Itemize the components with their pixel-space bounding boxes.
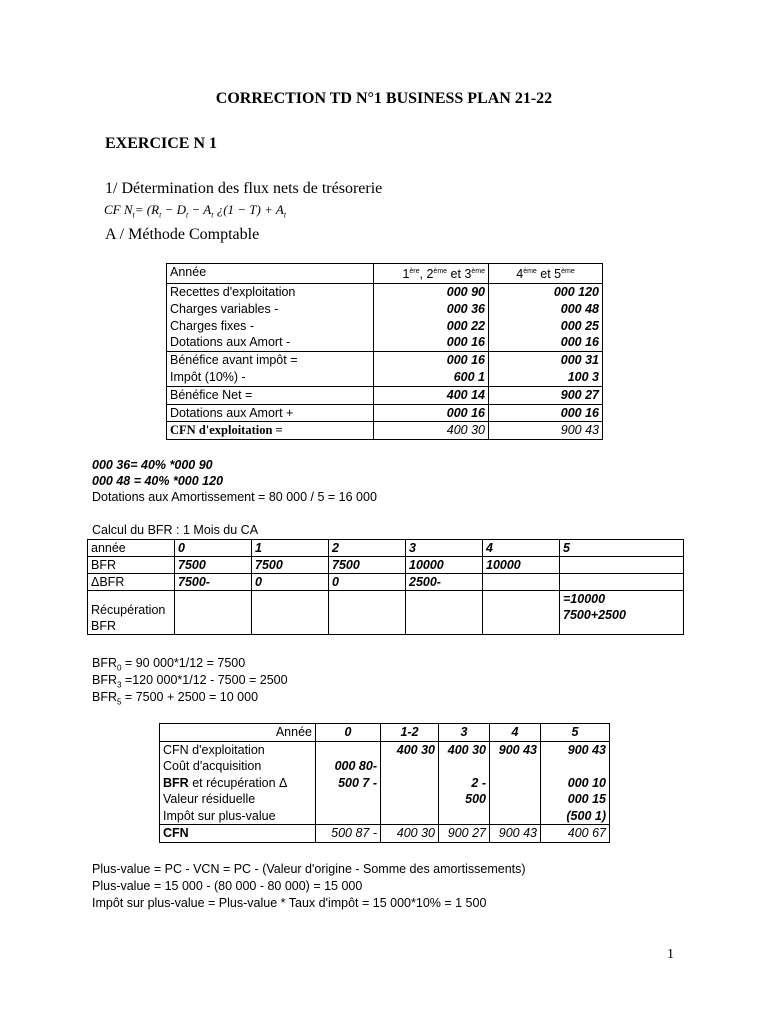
accounting-table [166, 263, 603, 440]
row-label: Récupération BFR [88, 591, 175, 635]
value-cell: 7500- [175, 574, 252, 591]
value-cell: 500 87 - [316, 825, 381, 843]
row-label: ΔBFR [88, 574, 175, 591]
bfr-table [87, 539, 684, 635]
table-row [88, 591, 684, 635]
value-cell: 0 [329, 574, 406, 591]
header-cell: 5 [560, 540, 684, 557]
header-cell: 4 [490, 724, 541, 742]
value-cell [406, 591, 483, 635]
table-header-row [167, 264, 603, 284]
table-header-row [88, 540, 684, 557]
exercise-heading: EXERCICE N 1 [105, 135, 218, 152]
value-cell: 7500 [329, 557, 406, 574]
value-cell [560, 574, 684, 591]
value-cell: 7500 [252, 557, 329, 574]
value-cell [483, 591, 560, 635]
section-heading: 1/ Détermination des flux nets de trésorerie [105, 180, 383, 197]
row-label: Bénéfice Net = [167, 386, 374, 404]
value-cell: 900 27 [439, 825, 490, 843]
value-cell: =10000 7500+2500 [560, 591, 684, 635]
values-col-1: 000 90 000 36 000 22 000 16 [374, 283, 489, 351]
table-row [88, 574, 684, 591]
value-cell: 400 14 [374, 386, 489, 404]
value-cell: 400 30 [381, 825, 439, 843]
table-row [167, 283, 603, 351]
row-labels: Bénéfice avant impôt = Impôt (10%) - [167, 352, 374, 387]
table-row [160, 741, 610, 825]
values-year-1-2: 400 30 [381, 741, 439, 825]
value-cell: 400 67 [541, 825, 610, 843]
header-cell: 1-2 [381, 724, 439, 742]
row-label: Dotations aux Amort + [167, 404, 374, 422]
values-col-2: 000 31 100 3 [489, 352, 603, 387]
bfr-calc: $BFR_5 = 7500 + 2500 = 10$ 000 [92, 690, 259, 707]
value-cell: 900 43 [489, 422, 603, 440]
plus-value-line: Plus-value = PC - VCN = PC - (Valeur d'origine - Somme des amortissements) [92, 862, 526, 876]
header-cell: Année [160, 724, 316, 742]
value-cell: 000 16 [489, 404, 603, 422]
table-row [88, 557, 684, 574]
value-cell [560, 557, 684, 574]
value-cell: 000 16 [374, 404, 489, 422]
header-cell: Année [167, 264, 374, 284]
row-label: CFN [160, 825, 316, 843]
table-row-total [167, 422, 603, 440]
header-cell: 2 [329, 540, 406, 557]
table-header-row [160, 724, 610, 742]
page-title: CORRECTION TD N°1 BUSINESS PLAN 21-22 [215, 90, 553, 107]
note-line: 000 36= 40% *000 90 [92, 458, 213, 472]
plus-value-line: Plus-value = 15 000 - (80 000 - 80 000) = 15 000 [92, 879, 363, 893]
values-year-5: 900 43 000 10 000 15 (500 1) [541, 741, 610, 825]
value-cell: 900 27 [489, 386, 603, 404]
value-cell [175, 591, 252, 635]
dotations-calc: Dotations aux Amortissement = 80 000 / 5 = 16 000 [92, 490, 377, 504]
note-line: 000 48 = 40% *000 120 [92, 474, 224, 488]
value-cell: 400 30 [374, 422, 489, 440]
value-cell [329, 591, 406, 635]
method-heading: A / Méthode Comptable [105, 226, 260, 243]
values-year-3: 400 30 2 - 500 [439, 741, 490, 825]
header-cell: 1ère, 2ème et 3ème [374, 264, 489, 284]
row-labels: Recettes d'exploitation Charges variables - Charges fixes - Dotations aux Amort - [167, 283, 374, 351]
values-year-4: 900 43 [490, 741, 541, 825]
row-labels: CFN d'exploitation Coût d'acquisition BFR et récupération Δ Valeur résiduelle Impôt sur plus-value [160, 741, 316, 825]
bfr-title: Calcul du BFR : 1 Mois du CA [92, 523, 259, 537]
value-cell [483, 574, 560, 591]
header-cell: 4ème et 5ème [489, 264, 603, 284]
value-cell: 0 [252, 574, 329, 591]
value-cell: 10000 [483, 557, 560, 574]
plus-value-line: Impôt sur plus-value = Plus-value * Taux d'impôt = 15 000*10% = 1 500 [92, 896, 487, 910]
row-label: BFR [88, 557, 175, 574]
value-cell: 10000 [406, 557, 483, 574]
header-cell: 1 [252, 540, 329, 557]
bfr-calc: $BFR_0 = 90$ 000*1/12 = 7500 [92, 656, 246, 673]
values-year-0: 000 80- 500 7 - [316, 741, 381, 825]
header-cell: 5 [541, 724, 610, 742]
value-cell: 2500- [406, 574, 483, 591]
header-cell: 0 [316, 724, 381, 742]
header-cell: 4 [483, 540, 560, 557]
table-row [167, 404, 603, 422]
table-row-total [160, 825, 610, 843]
cash-flow-formula: CF $N_t= (R_t - D_t - A_t$ ¿$(1 - T) + A_t$ [104, 202, 287, 220]
value-cell [252, 591, 329, 635]
header-cell: 0 [175, 540, 252, 557]
table-row [167, 386, 603, 404]
value-cell: 7500 [175, 557, 252, 574]
header-cell: année [88, 540, 175, 557]
page-number: 1 [667, 947, 674, 962]
cfn-table [159, 723, 610, 843]
table-row [167, 352, 603, 387]
value-cell: 900 43 [490, 825, 541, 843]
values-col-2: 000 120 000 48 000 25 000 16 [489, 283, 603, 351]
bfr-calc: $BFR_3 =120$ 000*1/12 - 7500 = 2500 [92, 673, 288, 690]
header-cell: 3 [406, 540, 483, 557]
header-cell: 3 [439, 724, 490, 742]
row-label: CFN d'exploitation = [167, 422, 374, 440]
values-col-1: 000 16 600 1 [374, 352, 489, 387]
